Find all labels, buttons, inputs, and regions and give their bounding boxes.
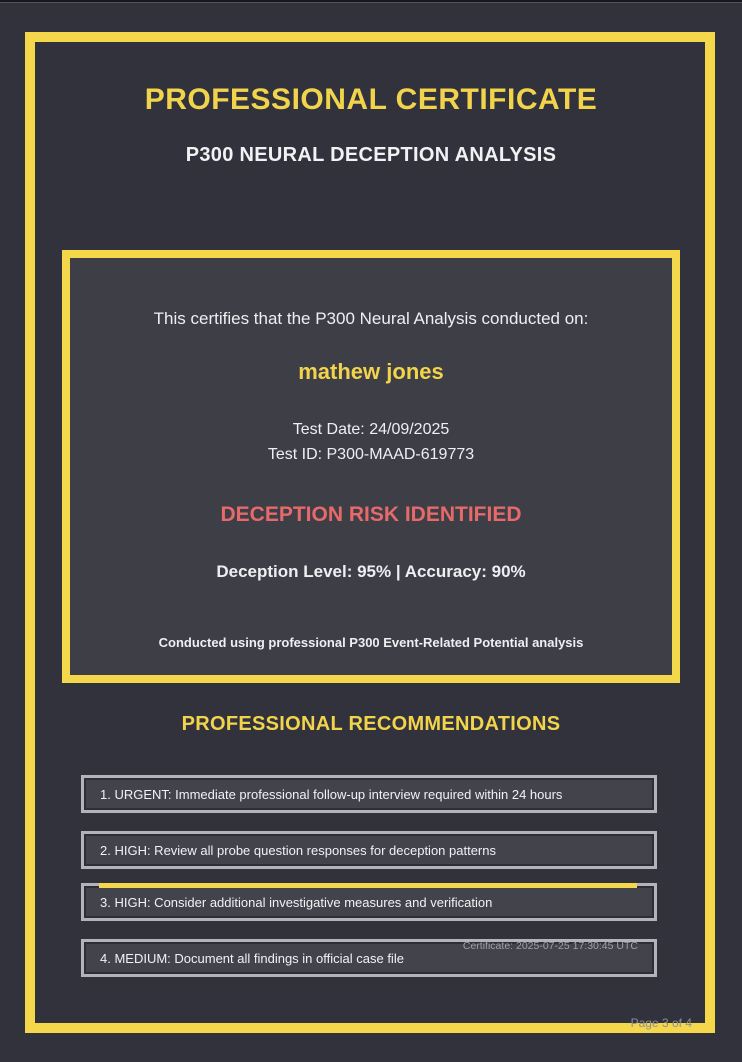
certificate-timestamp: Certificate: 2025-07-25 17:30:45 UTC [462,940,638,952]
page-indicator: Page 3 of 4 [630,1016,692,1030]
certify-statement: This certifies that the P300 Neural Analysis conducted on: [153,309,589,328]
recommendation-item [81,775,657,813]
certificate-subtitle: P300 NEURAL DECEPTION ANALYSIS [185,144,557,166]
recommendation-item [81,883,657,921]
method-note: Conducted using professional P300 Event-Related Potential analysis [158,635,584,650]
certificate-details-panel [62,250,680,683]
deception-metrics: Deception Level: 95% | Accuracy: 90% [216,562,526,581]
recommendations-heading: PROFESSIONAL RECOMMENDATIONS [181,713,561,735]
recommendation-text: 4. MEDIUM: Document all findings in official case file [100,950,404,966]
recommendation-item [81,939,657,977]
test-id: Test ID: P300-MAAD-619773 [267,446,475,463]
test-date: Test Date: 24/09/2025 [292,421,450,438]
recommendation-item [81,831,657,869]
recommendation-text: 1. URGENT: Immediate professional follow-up interview required within 24 hours [100,786,563,802]
yellow-accent-stripe [99,883,637,888]
recommendation-text: 2. HIGH: Review all probe question responses for deception patterns [100,842,496,858]
subject-name: mathew jones [298,359,444,384]
certificate-title: PROFESSIONAL CERTIFICATE [144,83,598,116]
risk-result-heading: DECEPTION RISK IDENTIFIED [220,503,522,526]
window-top-edge [0,0,742,3]
recommendation-text: 3. HIGH: Consider additional investigative measures and verification [100,894,493,910]
